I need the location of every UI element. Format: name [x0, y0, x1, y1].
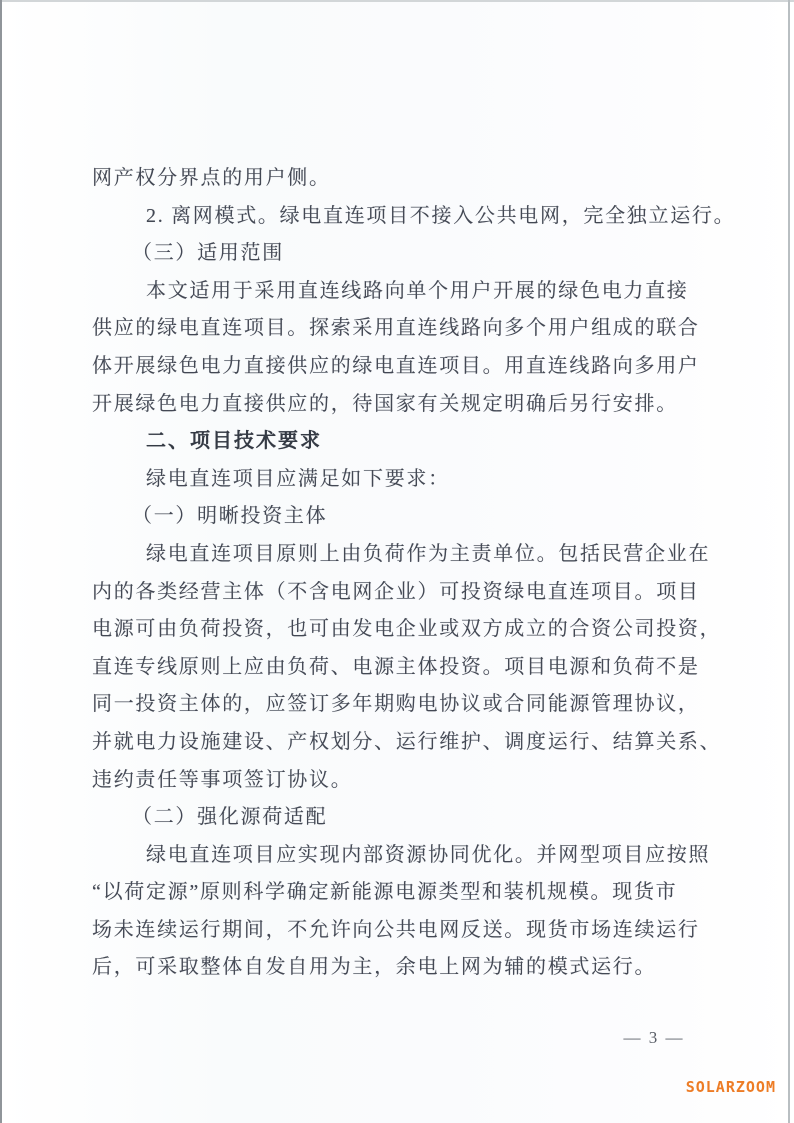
- text-line: “以荷定源”原则科学确定新能源电源类型和装机规模。现货市: [92, 881, 678, 904]
- text-line: 绿电直连项目应实现内部资源协同优化。并网型项目应按照: [146, 843, 711, 866]
- text-line: 后，可采取整体自发自用为主，余电上网为辅的模式运行。: [92, 956, 657, 979]
- text-line: 绿电直连项目应满足如下要求：: [146, 467, 450, 490]
- page-top-edge: [0, 0, 794, 2]
- text-line: 网产权分界点的用户侧。: [92, 167, 331, 189]
- page-number: — 3 —: [623, 1028, 685, 1047]
- solarzoom-watermark: SOLARZOOM: [685, 1078, 776, 1096]
- document-body: [92, 160, 736, 987]
- text-line: 电源可由负荷投资，也可由发电企业或双方成立的合资公司投资，: [92, 618, 722, 641]
- text-line: 绿电直连项目原则上由负荷作为主责单位。包括民营企业在: [146, 542, 711, 565]
- text-line: 本文适用于采用直连线路向单个用户开展的绿色电力直接: [146, 279, 689, 302]
- section-heading: 二、项目技术要求: [146, 430, 322, 453]
- text-line: 直连专线原则上应由负荷、电源主体投资。项目电源和负荷不是: [92, 655, 700, 678]
- page-right-edge: [788, 0, 790, 1123]
- text-line: 并就电力设施建设、产权划分、运行维护、调度运行、结算关系、: [92, 730, 722, 753]
- text-line: 供应的绿电直连项目。探索采用直连线路向多个用户组成的联合: [92, 317, 700, 340]
- text-line: 同一投资主体的，应签订多年期购电协议或合同能源管理协议，: [92, 693, 700, 716]
- text-line: 体开展绿色电力直接供应的绿电直连项目。用直连线路向多用户: [92, 354, 700, 377]
- text-line: （三）适用范围: [132, 242, 284, 265]
- text-line: 开展绿色电力直接供应的，待国家有关规定明确后另行安排。: [92, 392, 678, 415]
- page-left-edge: [0, 0, 2, 1123]
- text-line: （一）明晰投资主体: [132, 505, 328, 528]
- text-line: 2. 离网模式。绿电直连项目不接入公共电网，完全独立运行。: [146, 204, 736, 227]
- text-line: 违约责任等事项签订协议。: [92, 768, 353, 791]
- text-line: 场未连续运行期间，不允许向公共电网反送。现货市场连续运行: [92, 918, 700, 941]
- text-line: 内的各类经营主体（不含电网企业）可投资绿电直连项目。项目: [92, 580, 700, 603]
- text-line: （二）强化源荷适配: [132, 806, 328, 829]
